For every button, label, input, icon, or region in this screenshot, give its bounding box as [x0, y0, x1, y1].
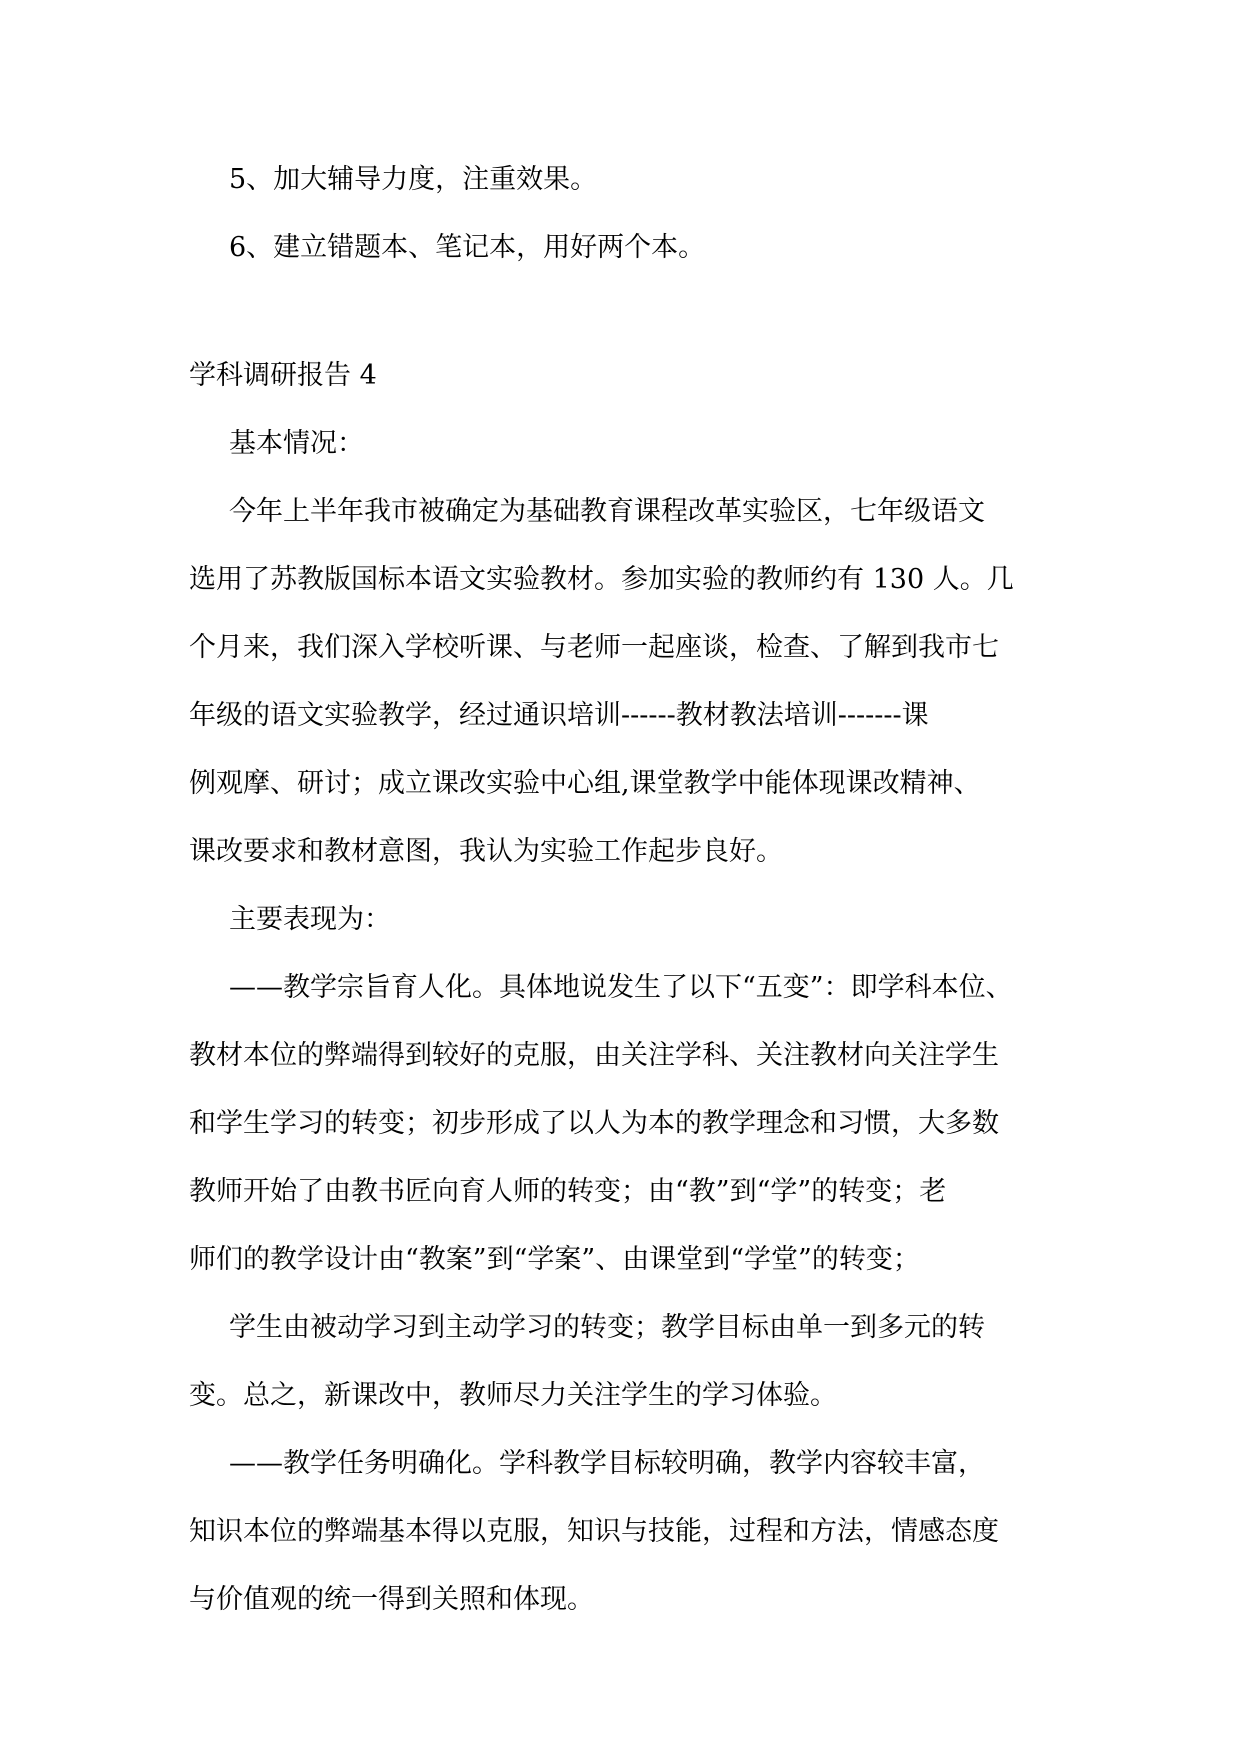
- main-heading: 主要表现为：: [229, 904, 391, 935]
- list-item-6: 6、建立错题本、笔记本，用好两个本。: [229, 232, 706, 263]
- point1-paragraph-line: 和学生学习的转变；初步形成了以人为本的教学理念和习惯，大多数: [189, 1108, 999, 1139]
- basic-heading: 基本情况：: [229, 428, 364, 459]
- section-title: 学科调研报告 4: [189, 360, 377, 391]
- point2-paragraph-line: 与价值观的统一得到关照和体现。: [189, 1584, 594, 1615]
- basic-paragraph-line: 选用了苏教版国标本语文实验教材。参加实验的教师约有 130 人。几: [189, 564, 1014, 595]
- basic-paragraph-line: 课改要求和教材意图，我认为实验工作起步良好。: [189, 836, 783, 867]
- point1-paragraph-line: 教师开始了由教书匠向育人师的转变；由“教”到“学”的转变；老: [189, 1176, 947, 1207]
- point1-paragraph-line: 教材本位的弊端得到较好的克服，由关注学科、关注教材向关注学生: [189, 1040, 999, 1071]
- list-item-5: 5、加大辅导力度，注重效果。: [229, 164, 598, 195]
- basic-paragraph-line: 例观摩、研讨；成立课改实验中心组,课堂教学中能体现课改精神、: [189, 768, 981, 799]
- point1-paragraph-line: 师们的教学设计由“教案”到“学案”、由课堂到“学堂”的转变；: [189, 1244, 920, 1275]
- basic-paragraph-line: 个月来，我们深入学校听课、与老师一起座谈，检查、了解到我市七: [189, 632, 999, 663]
- basic-paragraph-line: 今年上半年我市被确定为基础教育课程改革实验区，七年级语文: [229, 496, 985, 527]
- point2-paragraph-line: 知识本位的弊端基本得以克服，知识与技能，过程和方法，情感态度: [189, 1516, 999, 1547]
- point1-paragraph-line: ——教学宗旨育人化。具体地说发生了以下“五变”：即学科本位、: [229, 972, 1013, 1003]
- point2-paragraph-line: ——教学任务明确化。学科教学目标较明确，教学内容较丰富，: [229, 1448, 985, 1479]
- point1-continuation-line: 学生由被动学习到主动学习的转变；教学目标由单一到多元的转: [229, 1312, 985, 1343]
- point1-continuation-line: 变。总之，新课改中，教师尽力关注学生的学习体验。: [189, 1380, 837, 1411]
- basic-paragraph-line: 年级的语文实验教学，经过通识培训------教材教法培训-------课: [189, 700, 929, 731]
